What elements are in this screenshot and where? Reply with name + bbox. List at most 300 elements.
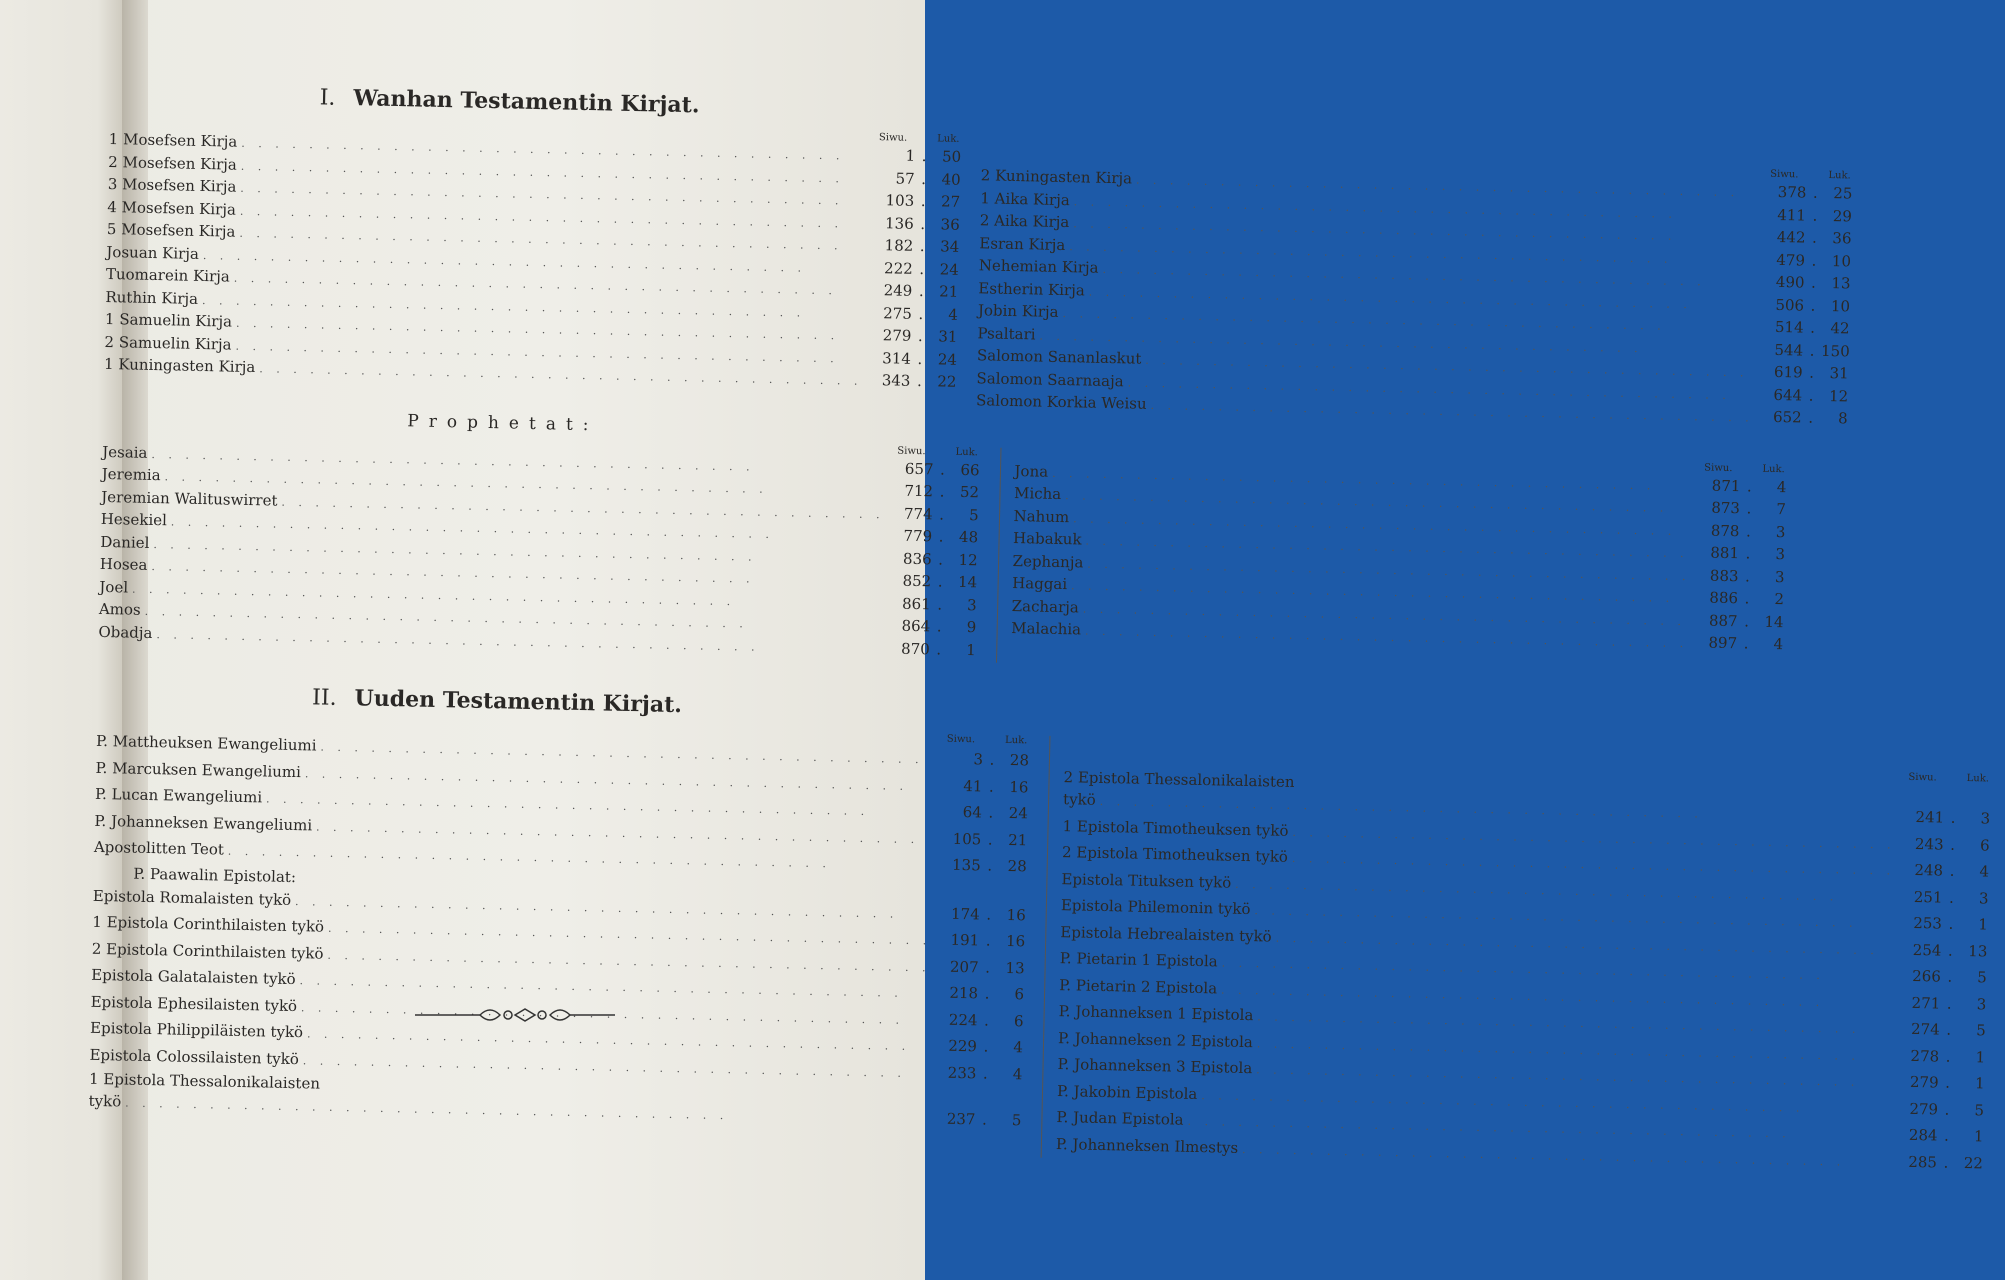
entry-name: Epistola Ephesilaisten tykö xyxy=(90,992,298,1015)
entry-page: 278 xyxy=(1910,1046,1940,1066)
entry-name: P. Johanneksen Ewangeliumi xyxy=(94,811,313,834)
entry-name: Salomon Korkia Weisu xyxy=(975,391,1147,413)
entry-chapters: 25 xyxy=(1833,184,1853,203)
section-numeral: II. xyxy=(311,685,337,711)
entry-name: Zacharja xyxy=(1011,596,1080,616)
ot-left-list xyxy=(104,129,962,394)
entry-page: 712 xyxy=(904,481,934,501)
chapter-column-label: Luk. xyxy=(1004,734,1028,747)
entry-chapters: 13 xyxy=(1831,274,1851,293)
entry-name: Micha xyxy=(1013,484,1062,504)
separator-dot: . xyxy=(1945,1047,1951,1066)
nt-right-list xyxy=(1056,814,1990,1178)
nt-paul-list xyxy=(89,883,1026,1088)
entry-chapters: 4 xyxy=(948,305,959,324)
entry-page: 314 xyxy=(882,348,912,368)
entry-name: Amos xyxy=(98,599,141,619)
entry-name: Tuomarein Kirja xyxy=(105,264,231,286)
entry-name: Epistola Philippiläisten tykö xyxy=(89,1018,304,1042)
entry-chapters: 1 xyxy=(1973,1127,1984,1146)
entry-page: 64 xyxy=(962,803,983,822)
entry-page: 774 xyxy=(903,504,933,523)
entry-chapters: 24 xyxy=(939,259,959,279)
entry-chapters: 7 xyxy=(1776,499,1787,519)
entry-name: P. Jakobin Epistola xyxy=(1056,1081,1198,1103)
entry-page: 779 xyxy=(903,526,933,546)
separator-dot: . xyxy=(988,803,994,822)
entry-name: P. Johanneksen 1 Epistola xyxy=(1058,1002,1254,1025)
separator-dot: . xyxy=(936,617,942,636)
entry-name: 5 Mosefsen Kirja xyxy=(106,219,236,241)
separator-dot: . xyxy=(937,594,943,614)
chapter-column-label: Luk. xyxy=(937,133,960,145)
chapter-column-label: Luk. xyxy=(955,446,979,458)
separator-dot: . xyxy=(937,572,943,591)
entry-page: 442 xyxy=(1776,227,1806,247)
entry-name: Habakuk xyxy=(1012,529,1082,549)
entry-name: Zephanja xyxy=(1012,551,1084,571)
entry-chapters: 1 xyxy=(1974,1074,1985,1093)
nt-left-list xyxy=(94,729,1030,881)
separator-dot: . xyxy=(1812,206,1818,225)
separator-dot: . xyxy=(1810,296,1816,315)
separator-dot: . xyxy=(1810,273,1817,292)
entry-name: Nehemian Kirja xyxy=(978,256,1099,277)
separator-dot: . xyxy=(1946,994,1952,1013)
section-title-text: Uuden Testamentin Kirjat. xyxy=(354,685,683,719)
separator-dot: . xyxy=(921,147,927,166)
entry-chapters: 22 xyxy=(937,372,957,391)
entry-chapters: 5 xyxy=(968,505,979,524)
entry-page: 254 xyxy=(1912,940,1942,960)
entry-page: 248 xyxy=(1914,860,1944,880)
separator-dot: . xyxy=(1745,544,1751,563)
entry-name: Haggai xyxy=(1011,574,1068,594)
entry-name: Hesekiel xyxy=(100,509,168,530)
entry-page: 284 xyxy=(1908,1125,1938,1145)
entry-chapters: 12 xyxy=(1828,386,1849,405)
entry-chapters: 6 xyxy=(1979,835,1990,855)
separator-dot: . xyxy=(1745,521,1752,540)
entry-name: 1 Samuelin Kirja xyxy=(104,309,233,331)
entry-chapters: 4 xyxy=(1013,1038,1024,1057)
prophets-left-list xyxy=(98,441,980,662)
separator-dot: . xyxy=(939,482,945,501)
entry-page: 233 xyxy=(947,1063,977,1082)
entry-name: Psaltari xyxy=(977,323,1036,343)
entry-name: Esran Kirja xyxy=(979,233,1066,254)
entry-page: 652 xyxy=(1772,407,1802,427)
separator-dot: . xyxy=(1808,386,1814,405)
entry-chapters: 4 xyxy=(1012,1064,1023,1083)
table-of-contents xyxy=(88,80,1991,1172)
entry-page: 135 xyxy=(951,855,981,875)
separator-dot: . xyxy=(1948,914,1954,933)
separator-dot: . xyxy=(1943,1126,1950,1145)
entry-page: 103 xyxy=(885,191,915,210)
separator-dot: . xyxy=(983,1011,990,1030)
entry-name: 1 Epistola Timotheuksen tykö xyxy=(1062,816,1289,840)
entry-page: 274 xyxy=(1910,1019,1940,1039)
entry-chapters: 31 xyxy=(938,327,958,346)
entry-chapters: 4 xyxy=(1776,477,1787,496)
page-column-label: Siwu. xyxy=(1770,168,1799,181)
separator-dot: . xyxy=(1950,808,1956,827)
entry-chapters: 66 xyxy=(960,460,980,479)
entry-name: P. Lucan Ewangeliumi xyxy=(94,784,263,807)
entry-name: Joel xyxy=(99,577,129,596)
separator-dot: . xyxy=(920,214,926,233)
entry-chapters: 28 xyxy=(1007,856,1027,876)
entry-chapters: 24 xyxy=(1008,803,1029,823)
entry-page: 887 xyxy=(1708,611,1738,630)
entry-page: 136 xyxy=(884,213,914,233)
separator-dot: . xyxy=(1809,341,1815,360)
entry-chapters: 3 xyxy=(1980,809,1991,828)
entry-chapters: 27 xyxy=(940,192,961,211)
nt-right-column xyxy=(1041,736,1992,1178)
entry-name: Hosea xyxy=(99,554,148,574)
entry-chapters: 1 xyxy=(1975,1047,1986,1066)
entry-chapters: 12 xyxy=(958,550,978,569)
entry-page: 229 xyxy=(948,1036,978,1056)
separator-dot: . xyxy=(918,304,924,323)
entry-page: 378 xyxy=(1777,182,1807,202)
separator-dot: . xyxy=(1809,363,1815,382)
prophets-columns xyxy=(98,428,1787,660)
entry-page: 490 xyxy=(1775,272,1805,292)
entry-page: 285 xyxy=(1908,1152,1938,1171)
entry-chapters: 10 xyxy=(1831,251,1852,270)
entry-name-line2: tykö xyxy=(88,1091,122,1111)
separator-dot: . xyxy=(936,639,942,659)
entry-page: 174 xyxy=(950,904,980,923)
entry-chapters: 2 xyxy=(1774,589,1785,609)
entry-name-line1: 1 Epistola Thessalonikalaisten xyxy=(88,1069,321,1093)
entry-chapters: 21 xyxy=(939,282,959,301)
entry-page: 343 xyxy=(881,371,911,390)
entry-name: Epistola Hebrealaisten tykö xyxy=(1060,922,1272,946)
separator-dot: . xyxy=(1744,589,1750,608)
entry-name: Josuan Kirja xyxy=(106,242,200,263)
separator-dot: . xyxy=(939,459,946,479)
entry-chapters: 5 xyxy=(1977,968,1988,987)
entry-page: 266 xyxy=(1912,966,1942,986)
entry-name: Nahum xyxy=(1013,506,1070,526)
entry-chapters: 3 xyxy=(1978,888,1989,908)
separator-dot: . xyxy=(918,281,924,301)
separator-dot: . xyxy=(982,1064,988,1083)
entry-page: 514 xyxy=(1774,317,1804,337)
separator-dot: . xyxy=(984,984,990,1003)
entry-chapters: 13 xyxy=(1968,941,1988,961)
entry-name: Obadja xyxy=(98,622,153,642)
entry-name: Apostolitten Teot xyxy=(93,837,225,859)
entry-chapters: 31 xyxy=(1829,364,1849,383)
entry-page: 41 xyxy=(963,776,983,795)
entry-page: 105 xyxy=(952,829,982,848)
page-column-label: Siwu. xyxy=(897,445,926,457)
entry-page: 870 xyxy=(900,639,930,658)
separator-dot: . xyxy=(1950,835,1956,854)
page-column-label: Siwu. xyxy=(1908,771,1937,784)
entry-page: 897 xyxy=(1708,633,1738,653)
entry-chapters: 5 xyxy=(1011,1111,1022,1130)
nt-left-column xyxy=(88,716,1030,1157)
entry-name: Jeremian Walituswirret xyxy=(101,487,278,510)
entry-page: 883 xyxy=(1709,566,1739,585)
entry-name: Epistola Philemonin tykö xyxy=(1060,896,1251,919)
separator-dot: . xyxy=(985,958,991,977)
entry-name: Estherin Kirja xyxy=(978,278,1085,299)
separator-dot: . xyxy=(1945,1073,1951,1092)
entry-chapters: 3 xyxy=(1775,522,1786,541)
entry-chapters: 29 xyxy=(1832,206,1853,226)
entry-chapters: 42 xyxy=(1830,319,1850,338)
entry-name: P. Johanneksen Ilmestys xyxy=(1055,1134,1239,1157)
entry-chapters: 28 xyxy=(1009,750,1030,770)
entry-name: Epistola Galatalaisten tykö xyxy=(91,965,296,989)
entry-chapters: 16 xyxy=(1006,905,1026,924)
entry-name: Jeremia xyxy=(101,464,161,485)
prophets-right-list xyxy=(1011,461,1787,657)
entry-chapters: 22 xyxy=(1963,1153,1984,1172)
entry-page: 836 xyxy=(902,549,932,568)
separator-dot: . xyxy=(1746,476,1752,495)
entry-chapters: 3 xyxy=(1774,567,1785,586)
entry-chapters: 36 xyxy=(1832,229,1852,248)
separator-dot: . xyxy=(1810,318,1816,337)
separator-dot: . xyxy=(938,549,944,569)
entry-chapters: 14 xyxy=(1764,612,1784,631)
entry-page: 207 xyxy=(949,957,979,976)
entry-chapters: 13 xyxy=(1005,958,1025,977)
entry-name: P. Marcuksen Ewangeliumi xyxy=(95,758,302,781)
separator-dot: . xyxy=(987,830,993,849)
ornament-divider xyxy=(410,1000,620,1030)
entry-chapters: 52 xyxy=(959,482,980,502)
entry-name: 1 Aika Kirja xyxy=(980,188,1070,209)
entry-chapters: 3 xyxy=(1976,994,1987,1013)
entry-name: 2 Mosefsen Kirja xyxy=(108,152,238,174)
entry-chapters: 14 xyxy=(957,572,978,592)
entry-page: 241 xyxy=(1915,807,1945,827)
entry-name: P. Mattheuksen Ewangeliumi xyxy=(95,731,317,755)
separator-dot: . xyxy=(938,527,944,546)
entry-page: 886 xyxy=(1709,588,1739,608)
entry-chapters: 48 xyxy=(958,527,979,547)
entry-chapters: 8 xyxy=(1837,409,1848,428)
entry-page: 3 xyxy=(973,750,984,769)
entry-chapters: 6 xyxy=(1013,1011,1024,1030)
entry-chapters: 1 xyxy=(1978,915,1989,934)
entry-page: 243 xyxy=(1914,834,1944,854)
entry-name: Epistola Colossilaisten tykö xyxy=(89,1045,300,1068)
ot-right-column xyxy=(976,134,1853,431)
entry-name: 1 Kuningasten Kirja xyxy=(103,354,256,377)
entry-name: 3 Mosefsen Kirja xyxy=(107,174,237,196)
entry-name: 1 Mosefsen Kirja xyxy=(108,129,238,151)
chapter-column-label: Luk. xyxy=(1762,463,1785,475)
separator-dot: . xyxy=(986,905,992,924)
page-column-label: Siwu. xyxy=(878,132,908,144)
separator-dot: . xyxy=(1811,251,1817,270)
entry-chapters: 1 xyxy=(966,640,976,659)
separator-dot: . xyxy=(920,192,926,211)
entry-name: Jona xyxy=(1014,461,1049,481)
prophets-right-column xyxy=(996,447,1787,679)
entry-name: 2 Aika Kirja xyxy=(979,211,1070,232)
entry-chapters: 6 xyxy=(1014,985,1025,1004)
separator-dot: . xyxy=(1946,1020,1952,1039)
separator-dot: . xyxy=(939,504,945,524)
entry-page: 852 xyxy=(902,571,932,591)
old-testament-title xyxy=(109,80,909,123)
chapter-column-label: Luk. xyxy=(1828,170,1851,182)
entry-name: 2 Epistola Timotheuksen tykö xyxy=(1061,843,1289,866)
entry-name: P. Pietarin 2 Epistola xyxy=(1059,975,1218,997)
entry-name-line1: 2 Epistola Thessalonikalaisten xyxy=(1063,768,1295,791)
paul-epistles-heading: P. Paawalin Epistolat: xyxy=(133,864,297,886)
section-numeral: I. xyxy=(319,85,336,111)
entry-chapters: 5 xyxy=(1974,1100,1985,1119)
entry-name: Salomon Saarnaaja xyxy=(976,368,1124,390)
entry-page: 864 xyxy=(901,616,931,636)
separator-dot: . xyxy=(919,259,925,278)
entry-page: 279 xyxy=(882,326,912,345)
page-column-label: Siwu. xyxy=(1704,461,1733,474)
new-testament-columns xyxy=(88,716,1991,1172)
separator-dot: . xyxy=(987,856,993,875)
entry-name: P. Johanneksen 3 Epistola xyxy=(1057,1055,1253,1078)
separator-dot: . xyxy=(989,750,995,769)
entry-name: 2 Epistola Corinthilaisten tykö xyxy=(91,939,324,963)
entry-chapters: 5 xyxy=(1975,1021,1986,1040)
entry-page: 275 xyxy=(883,303,913,323)
separator-dot: . xyxy=(1943,1153,1949,1172)
entry-chapters: 10 xyxy=(1830,296,1851,315)
entry-chapters: 4 xyxy=(1773,634,1784,654)
entry-page: 218 xyxy=(949,983,979,1003)
separator-dot: . xyxy=(1744,566,1751,585)
entry-page: 544 xyxy=(1774,340,1804,360)
entry-chapters: 9 xyxy=(966,618,977,637)
separator-dot: . xyxy=(983,1037,989,1056)
entry-page: 881 xyxy=(1710,543,1740,563)
ot-right-list xyxy=(976,165,1853,431)
prophets-title: Prophetat: xyxy=(407,410,599,435)
section-title-text: Wanhan Testamentin Kirjat. xyxy=(353,85,700,119)
entry-chapters: 150 xyxy=(1820,341,1850,360)
separator-dot: . xyxy=(916,371,923,391)
chapter-column-label: Luk. xyxy=(1966,773,1990,785)
separator-dot: . xyxy=(919,236,925,256)
entry-page: 279 xyxy=(1909,1099,1939,1119)
entry-name: 2 Kuningasten Kirja xyxy=(980,166,1133,188)
entry-name: Epistola Romalaisten tykö xyxy=(92,886,292,909)
entry-page: 222 xyxy=(883,258,913,278)
entry-name: P. Johanneksen 2 Epistola xyxy=(1057,1028,1254,1051)
ot-left-column xyxy=(103,116,961,412)
separator-dot: . xyxy=(1812,183,1818,202)
separator-dot: . xyxy=(988,777,994,796)
separator-dot: . xyxy=(1944,1100,1950,1119)
entry-page: 1 xyxy=(905,146,916,165)
entry-name: Jobin Kirja xyxy=(977,301,1059,321)
entry-page: 251 xyxy=(1913,887,1943,907)
separator-dot: . xyxy=(1808,408,1814,427)
separator-dot: . xyxy=(1947,941,1953,960)
entry-name: Jesaia xyxy=(102,442,148,462)
page-column-label: Siwu. xyxy=(946,733,976,746)
entry-page: 57 xyxy=(895,168,915,188)
entry-chapters: 50 xyxy=(941,147,962,166)
entry-page: 871 xyxy=(1711,476,1741,495)
entry-page: 249 xyxy=(883,281,913,300)
separator-dot: . xyxy=(981,1110,988,1129)
separator-dot: . xyxy=(1948,888,1955,907)
separator-dot: . xyxy=(921,169,927,188)
entry-page: 506 xyxy=(1775,295,1805,315)
entry-page: 237 xyxy=(946,1109,976,1129)
entry-page: 873 xyxy=(1711,498,1741,518)
entry-page: 253 xyxy=(1913,913,1943,933)
entry-name: 1 Epistola Corinthilaisten tykö xyxy=(92,912,325,936)
entry-page: 619 xyxy=(1773,362,1803,382)
new-testament-title xyxy=(97,680,897,723)
entry-chapters: 40 xyxy=(941,169,961,189)
entry-chapters: 21 xyxy=(1008,830,1028,849)
separator-dot: . xyxy=(1949,861,1955,880)
entry-name: Daniel xyxy=(100,532,150,552)
entry-page: 182 xyxy=(884,236,914,255)
separator-dot: . xyxy=(1743,611,1750,630)
entry-page: 644 xyxy=(1773,385,1803,405)
entry-page: 479 xyxy=(1776,250,1806,270)
entry-name: Salomon Sananlaskut xyxy=(976,346,1142,368)
entry-page: 279 xyxy=(1909,1072,1939,1092)
entry-name: 2 Samuelin Kirja xyxy=(104,332,232,354)
entry-name: Epistola Tituksen tykö xyxy=(1061,869,1232,892)
entry-name: P. Judan Epistola xyxy=(1056,1108,1184,1129)
separator-dot: . xyxy=(985,931,991,950)
entry-name: Ruthin Kirja xyxy=(105,287,199,308)
entry-chapters: 16 xyxy=(1009,777,1029,796)
entry-chapters: 34 xyxy=(939,237,960,256)
entry-name-line2: tykö xyxy=(1062,790,1096,809)
separator-dot: . xyxy=(1743,634,1749,653)
entry-page: 224 xyxy=(948,1010,978,1029)
entry-name: P. Pietarin 1 Epistola xyxy=(1059,949,1218,971)
entry-page: 861 xyxy=(901,594,931,613)
entry-page: 878 xyxy=(1710,521,1740,540)
separator-dot: . xyxy=(1811,228,1818,247)
separator-dot: . xyxy=(917,326,923,346)
entry-page: 271 xyxy=(1911,993,1941,1013)
entry-page: 191 xyxy=(950,930,980,950)
entry-chapters: 24 xyxy=(937,349,958,369)
entry-chapters: 4 xyxy=(1979,862,1990,881)
entry-page: 411 xyxy=(1777,205,1807,225)
separator-dot: . xyxy=(917,349,923,368)
entry-name: 4 Mosefsen Kirja xyxy=(107,197,237,219)
prophets-left-column xyxy=(98,428,980,662)
entry-page: 657 xyxy=(904,459,934,478)
separator-dot: . xyxy=(1947,967,1953,986)
entry-chapters: 3 xyxy=(966,595,977,614)
entry-name: Malachia xyxy=(1011,618,1082,639)
entry-chapters: 36 xyxy=(940,214,960,234)
